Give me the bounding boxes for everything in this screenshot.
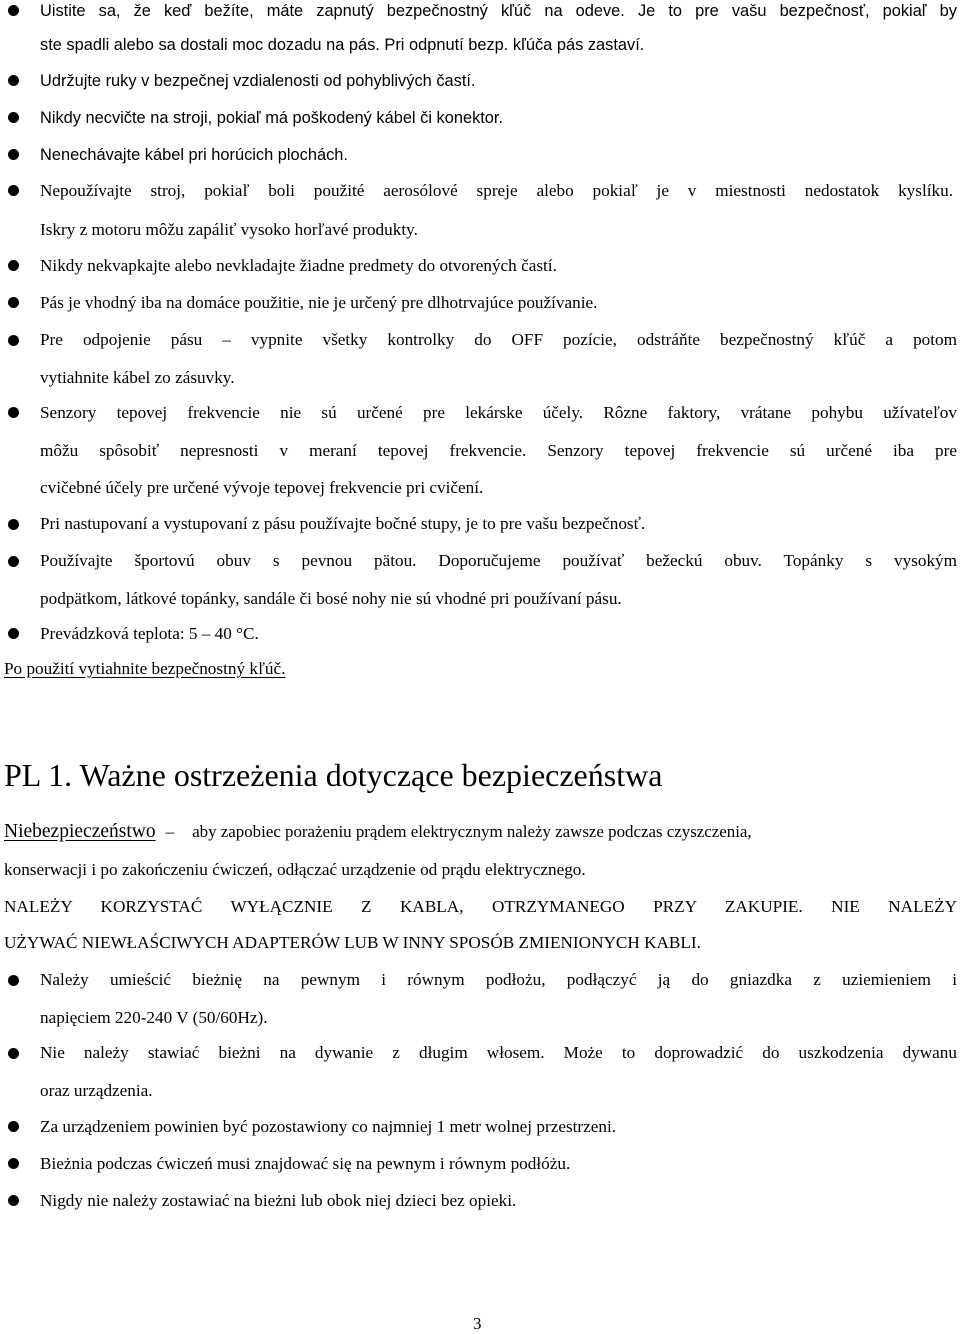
sk-item-9-line-1: Senzory tepovej frekvencie nie sú určené pre lekárske účely. Rôzne faktory, vrátane pohybu užívateľov <box>40 403 957 422</box>
bullet-icon <box>8 149 19 160</box>
sk-final-note: Po použití vytiahnite bezpečnostný kľúč. <box>4 659 286 678</box>
sk-item-8-line-2: vytiahnite kábel zo zásuvky. <box>40 368 235 387</box>
sk-item-5-line-1: Nepoužívajte stroj, pokiaľ boli použité aerosólové spreje alebo pokiaľ je v miestnosti nedostatok kyslíku. <box>40 181 953 200</box>
pl-item-2-line-1: Nie należy stawiać bieżni na dywanie z długim włosem. Może to doprowadzić do uszkodzenia dywanu <box>40 1043 957 1062</box>
pl-item-1-line-2: napięciem 220-240 V (50/60Hz). <box>40 1008 268 1027</box>
sk-item-4: Nenechávajte kábel pri horúcich plochách. <box>40 146 348 164</box>
bullet-icon <box>8 335 19 346</box>
section-heading: PL 1. Ważne ostrzeżenia dotyczące bezpieczeństwa <box>4 757 663 793</box>
danger-line-1 <box>4 821 957 843</box>
cable-warning-line-1: NALEŻY KORZYSTAĆ WYŁĄCZNIE Z KABLA, OTRZYMANEGO PRZY ZAKUPIE. NIE NALEŻY <box>4 897 957 916</box>
sk-item-6: Nikdy nekvapkajte alebo nevkladajte žiadne predmety do otvorených častí. <box>40 256 557 275</box>
bullet-icon <box>8 297 19 308</box>
bullet-icon <box>8 260 19 271</box>
sk-item-8-line-1: Pre odpojenie pásu – vypnite všetky kontrolky do OFF pozície, odstráňte bezpečnostný kľúč a potom <box>40 330 957 349</box>
sk-item-9-line-2: môžu spôsobiť nepresnosti v meraní tepovej frekvencie. Senzory tepovej frekvencie sú určené iba pre <box>40 441 957 460</box>
sk-item-10: Pri nastupovaní a vystupovaní z pásu používajte bočné stupy, je to pre vašu bezpečnosť. <box>40 514 646 533</box>
danger-dash: – <box>165 822 175 841</box>
sk-item-7: Pás je vhodný iba na domáce použitie, nie je určený pre dlhotrvajúce používanie. <box>40 293 598 312</box>
pl-item-2-line-2: oraz urządzenia. <box>40 1081 153 1100</box>
pl-item-1-line-1: Należy umieścić bieżnię na pewnym i równym podłożu, podłączyć ją do gniazdka z uziemieniem i <box>40 970 957 989</box>
bullet-icon <box>8 556 19 567</box>
danger-text-2: konserwacji i po zakończeniu ćwiczeń, odłączać urządzenie od prądu elektrycznego. <box>4 860 586 879</box>
pl-item-4: Bieżnia podczas ćwiczeń musi znajdować się na pewnym i równym podłóżu. <box>40 1154 571 1173</box>
sk-item-11-line-1: Používajte športovú obuv s pevnou pätou. Doporučujeme používať bežeckú obuv. Topánky s vysokým <box>40 551 957 570</box>
bullet-icon <box>8 975 19 986</box>
sk-item-2: Udržujte ruky v bezpečnej vzdialenosti od pohyblivých častí. <box>40 72 476 90</box>
cable-warning-line-2: UŻYWAĆ NIEWŁAŚCIWYCH ADAPTERÓW LUB W INNY SPOSÓB ZMIENIONYCH KABLI. <box>4 933 701 952</box>
bullet-icon <box>8 1048 19 1059</box>
sk-item-11-line-2: podpätkom, látkové topánky, sandále či bosé nohy nie sú vhodné pri používaní pásu. <box>40 589 622 608</box>
bullet-icon <box>8 112 19 123</box>
bullet-icon <box>8 75 19 86</box>
bullet-icon <box>8 1158 19 1169</box>
sk-item-5-line-2: Iskry z motoru môžu zapáliť vysoko horľavé produkty. <box>40 220 418 239</box>
bullet-icon <box>8 5 19 16</box>
danger-label: Niebezpieczeństwo <box>4 821 156 842</box>
bullet-icon <box>8 407 19 418</box>
sk-item-1-line-1: Uistite sa, že keď bežíte, máte zapnutý bezpečnostný kľúč na odeve. Je to pre vašu bezpečnosť, pokiaľ by <box>40 2 957 20</box>
bullet-icon <box>8 628 19 639</box>
bullet-icon <box>8 185 19 196</box>
sk-item-9-line-3: cvičebné účely pre určené vývoje tepovej frekvencie pri cvičení. <box>40 478 484 497</box>
bullet-icon <box>8 1121 19 1132</box>
pl-item-3: Za urządzeniem powinien być pozostawiony co najmniej 1 metr wolnej przestrzeni. <box>40 1117 617 1136</box>
sk-item-12: Prevádzková teplota: 5 – 40 °C. <box>40 624 259 643</box>
bullet-icon <box>8 1195 19 1206</box>
page-number: 3 <box>473 1314 482 1333</box>
pl-item-5: Nigdy nie należy zostawiać na bieżni lub obok niej dzieci bez opieki. <box>40 1191 517 1210</box>
danger-text-1: aby zapobiec porażeniu prądem elektrycznym należy zawsze podczas czyszczenia, <box>192 822 752 841</box>
sk-item-1-line-2: ste spadli alebo sa dostali moc dozadu na pás. Pri odpnutí bezp. kľúča pás zastaví. <box>40 36 645 54</box>
bullet-icon <box>8 519 19 530</box>
sk-item-3: Nikdy necvičte na stroji, pokiaľ má poškodený kábel či konektor. <box>40 109 504 127</box>
